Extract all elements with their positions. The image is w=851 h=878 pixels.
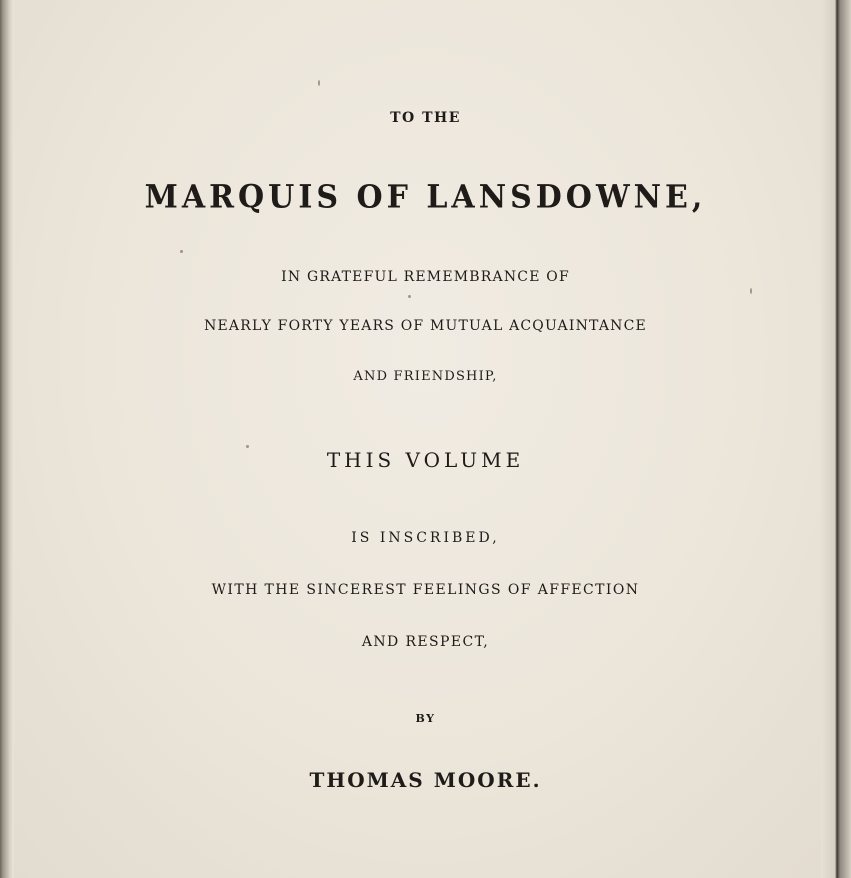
- dedication-line-remembrance: IN GRATEFUL REMEMBRANCE OF: [281, 269, 570, 285]
- left-page-edge: [0, 0, 14, 878]
- paper-speck: [180, 250, 183, 253]
- dedication-this-volume: THIS VOLUME: [326, 448, 525, 472]
- dedication-author: THOMAS MOORE.: [309, 768, 542, 792]
- paper-speck: [408, 295, 411, 298]
- paper-speck: [318, 80, 320, 86]
- paper-speck: [750, 288, 752, 294]
- dedication-to-the: TO THE: [390, 110, 461, 126]
- right-page-edge: [821, 0, 851, 878]
- dedication-recipient: MARQUIS OF LANSDOWNE,: [144, 179, 707, 216]
- dedication-line-friendship: AND FRIENDSHIP,: [353, 369, 498, 384]
- dedication-inscribed: IS INSCRIBED,: [351, 530, 500, 546]
- dedication-line-acquaintance: NEARLY FORTY YEARS OF MUTUAL ACQUAINTANCE: [204, 318, 647, 334]
- dedication-by: BY: [415, 712, 436, 725]
- dedication-line-affection: WITH THE SINCEREST FEELINGS OF AFFECTION: [211, 582, 640, 598]
- dedication-line-respect: AND RESPECT,: [361, 634, 490, 650]
